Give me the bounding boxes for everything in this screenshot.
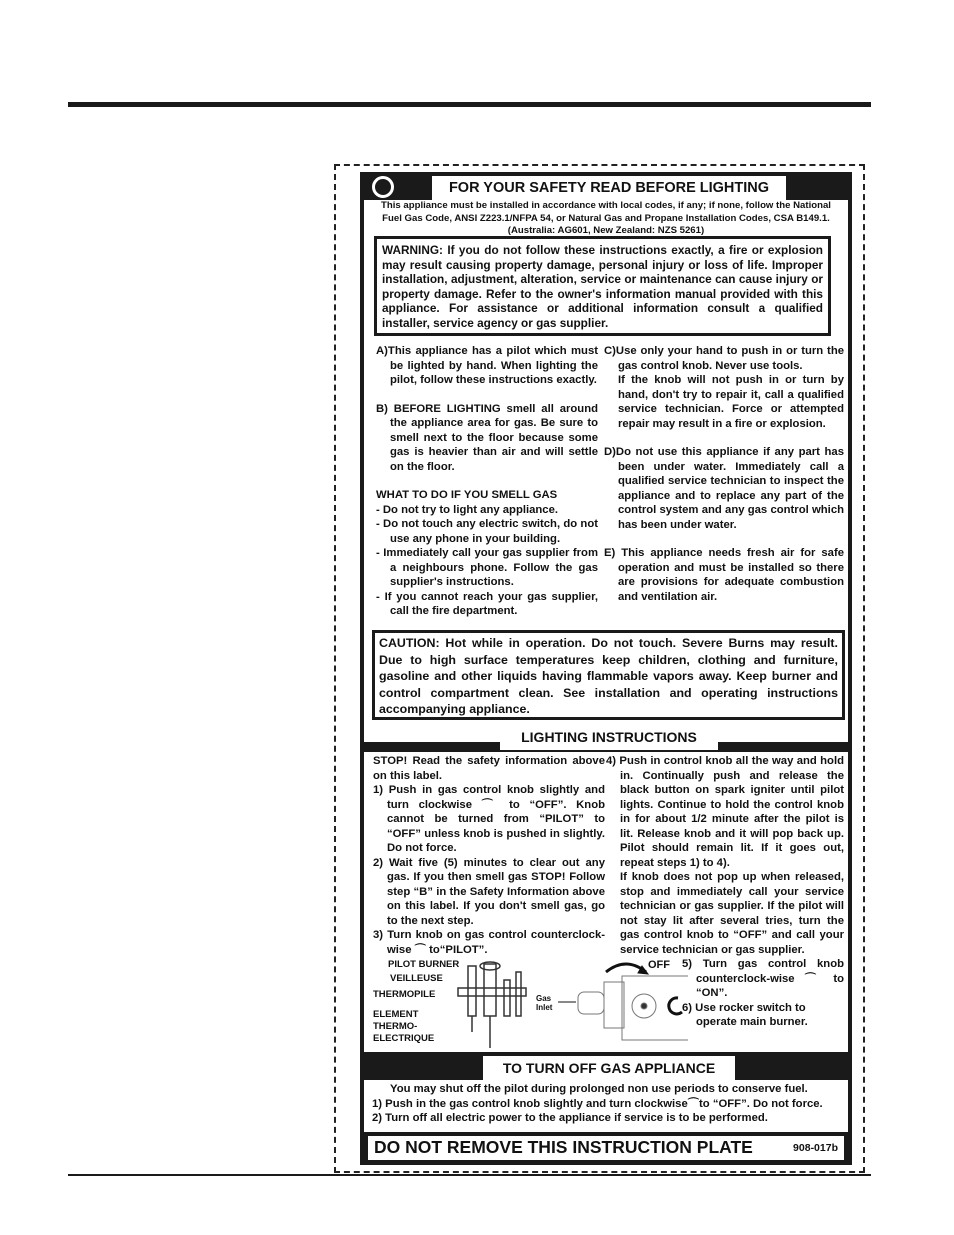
caution-text: CAUTION: Hot while in operation. Do not touch. Severe Burns may result. Due to high surface temperatures keep children, clothing and furniture, gasoline and other liquids having flammable vapors away. Keep burner and control compartment clean. See installation and operating instructions accompanying appliance.	[379, 636, 838, 716]
steps-5-6	[682, 957, 844, 1030]
pilot-diagram	[364, 958, 848, 1052]
lighting-title: LIGHTING INSTRUCTIONS	[500, 724, 718, 750]
turnoff-step-1: 1) Push in the gas control knob slightly and turn clockwise	[372, 1097, 688, 1110]
bottom-rule	[68, 1174, 871, 1176]
step-5: 5) Turn gas control knob counterclock-wise	[682, 958, 844, 985]
warning-text: WARNING: If you do not follow these instructions exactly, a fire or explosion may result causing property damage, personal injury or loss of life. Improper installation, adjustment, alteration, service or maintenance can cause injury or property damage. Refer to the owner's information manual provided with this appliance. For assistance or additional information consult a qualified installer, service agency or gas supplier.	[382, 243, 823, 330]
label-gas: Gas	[536, 994, 552, 1003]
item-c-detail: If the knob will not push in or turn by hand, don't try to repair it, call a qualified service technician. Force or attempted repair may result in a fire or explosion.	[618, 374, 844, 430]
lighting-section	[364, 752, 848, 1052]
safety-section	[364, 200, 848, 742]
safety-left-column	[376, 344, 598, 619]
step-3-cont: to“PILOT”.	[429, 943, 488, 956]
smell-item: - Immediately call your gas supplier from a neighbours phone. Follow the gas supplier's instructions.	[376, 547, 598, 588]
item-c: C)Use only your hand to push in or turn the gas control knob. Never use tools.	[604, 345, 844, 372]
turnoff-title: TO TURN OFF GAS APPLIANCE	[483, 1056, 735, 1080]
label-thermopile: THERMOPILE	[373, 989, 436, 1000]
item-e: E) This appliance needs fresh air for safe operation and must be installed so there are provisions for adequate combustion and ventilation air.	[604, 547, 844, 603]
turnoff-step-1-cont: to “OFF”. Do not force.	[699, 1097, 823, 1110]
label-thermo: THERMO-	[373, 1021, 418, 1032]
footer-strip	[368, 1136, 844, 1160]
label-pilot-burner: PILOT BURNER	[388, 959, 460, 970]
counterclockwise-arrow-icon: ⌒	[414, 943, 426, 956]
caution-box	[372, 630, 845, 720]
step-3: 3) Turn knob on gas control counterclock-wise	[373, 929, 605, 956]
item-a: A)This appliance has a pilot which must be lighted by hand. When lighting the pilot, follow these instructions exactly.	[376, 345, 598, 386]
label-inlet: Inlet	[536, 1003, 553, 1012]
turnoff-intro: You may shut off the pilot during prolonged non use periods to conserve fuel.	[390, 1083, 808, 1095]
step-1-cont: to “OFF”. Knob cannot be turned from “PILOT” to “OFF” unless knob is pushed in slightly. Do not force.	[387, 798, 605, 854]
turnoff-section	[364, 1080, 848, 1132]
instruction-plate	[360, 172, 852, 1165]
clockwise-arrow-icon: ⌒	[481, 798, 500, 811]
step-4-detail: If knob does not pop up when released, stop and immediately call your service technician or gas supplier. If the pilot will not stay lit after several tries, turn the gas control knob to “OFF” and call your service technician or gas supplier.	[620, 871, 844, 956]
item-b: B) BEFORE LIGHTING smell all around the appliance area for gas. Be sure to smell next to the floor because some gas is heavier than air and will settle on the floor.	[376, 402, 598, 473]
part-code: 908-017b	[793, 1142, 838, 1154]
step-4: 4) Push in control knob all the way and hold in. Continually push and release the black button on spark igniter until pilot lights. Continue to hold the control knob in for about 1/2 minute after the pilot is lit. Release knob and it will pop back up. Pilot should remain lit. If it goes out, repeat steps 1) to 4).	[606, 755, 844, 869]
smell-item: - Do not touch any electric switch, do not use any phone in your building.	[376, 518, 598, 545]
step-5-cont: to “ON”.	[696, 972, 845, 999]
turnoff-step-2: 2) Turn off all electric power to the appliance if service is to be performed.	[372, 1112, 768, 1124]
smell-item: - Do not try to light any appliance.	[376, 503, 559, 516]
pilot-assembly-icon	[454, 960, 534, 1050]
safety-intro: This appliance must be installed in accordance with local codes, if any; if none, follow the National Fuel Gas Code, ANSI Z223.1/NFPA 54, or Natural Gas and Propane Installation Codes, CSA B149.1. (Australia: AG601, New Zealand: NZS 5261)	[381, 200, 831, 236]
do-not-remove-text: DO NOT REMOVE THIS INSTRUCTION PLATE	[374, 1137, 753, 1157]
label-veilleuse: VEILLEUSE	[390, 973, 443, 984]
item-d: D)Do not use this appliance if any part has been under water. Immediately call a qualified service technician to inspect the appliance and to replace any part of the control system and any gas control which has been under water.	[604, 446, 844, 531]
top-rule	[68, 102, 871, 107]
lighting-right-column	[606, 754, 844, 957]
smell-gas-heading: WHAT TO DO IF YOU SMELL GAS	[376, 489, 558, 501]
counterclockwise-arrow-icon: ⌒	[804, 972, 824, 985]
label-element: ELEMENT	[373, 1009, 419, 1020]
safety-right-column	[604, 344, 844, 604]
stop-text: STOP! Read the safety information above on this label.	[373, 755, 605, 782]
circle-icon	[372, 176, 394, 198]
clockwise-arrow-icon: ⌒	[687, 1097, 700, 1110]
safety-title: FOR YOUR SAFETY READ BEFORE LIGHTING	[432, 176, 786, 200]
warning-box	[374, 236, 831, 336]
step-2: 2) Wait five (5) minutes to clear out any gas. If you then smell gas STOP! Follow step “B” in the Safety Information above on this label. If you don't smell gas, go to the next step.	[373, 856, 605, 927]
step-6: 6) Use rocker switch to operate main burner.	[682, 1001, 808, 1028]
label-off: OFF	[648, 959, 670, 971]
step-1: 1) Push in gas control knob slightly and turn clockwise	[373, 784, 605, 811]
smell-item: - If you cannot reach your gas supplier, call the fire department.	[376, 590, 598, 617]
lighting-left-column	[373, 754, 605, 957]
label-electrique: ELECTRIQUE	[373, 1033, 435, 1044]
